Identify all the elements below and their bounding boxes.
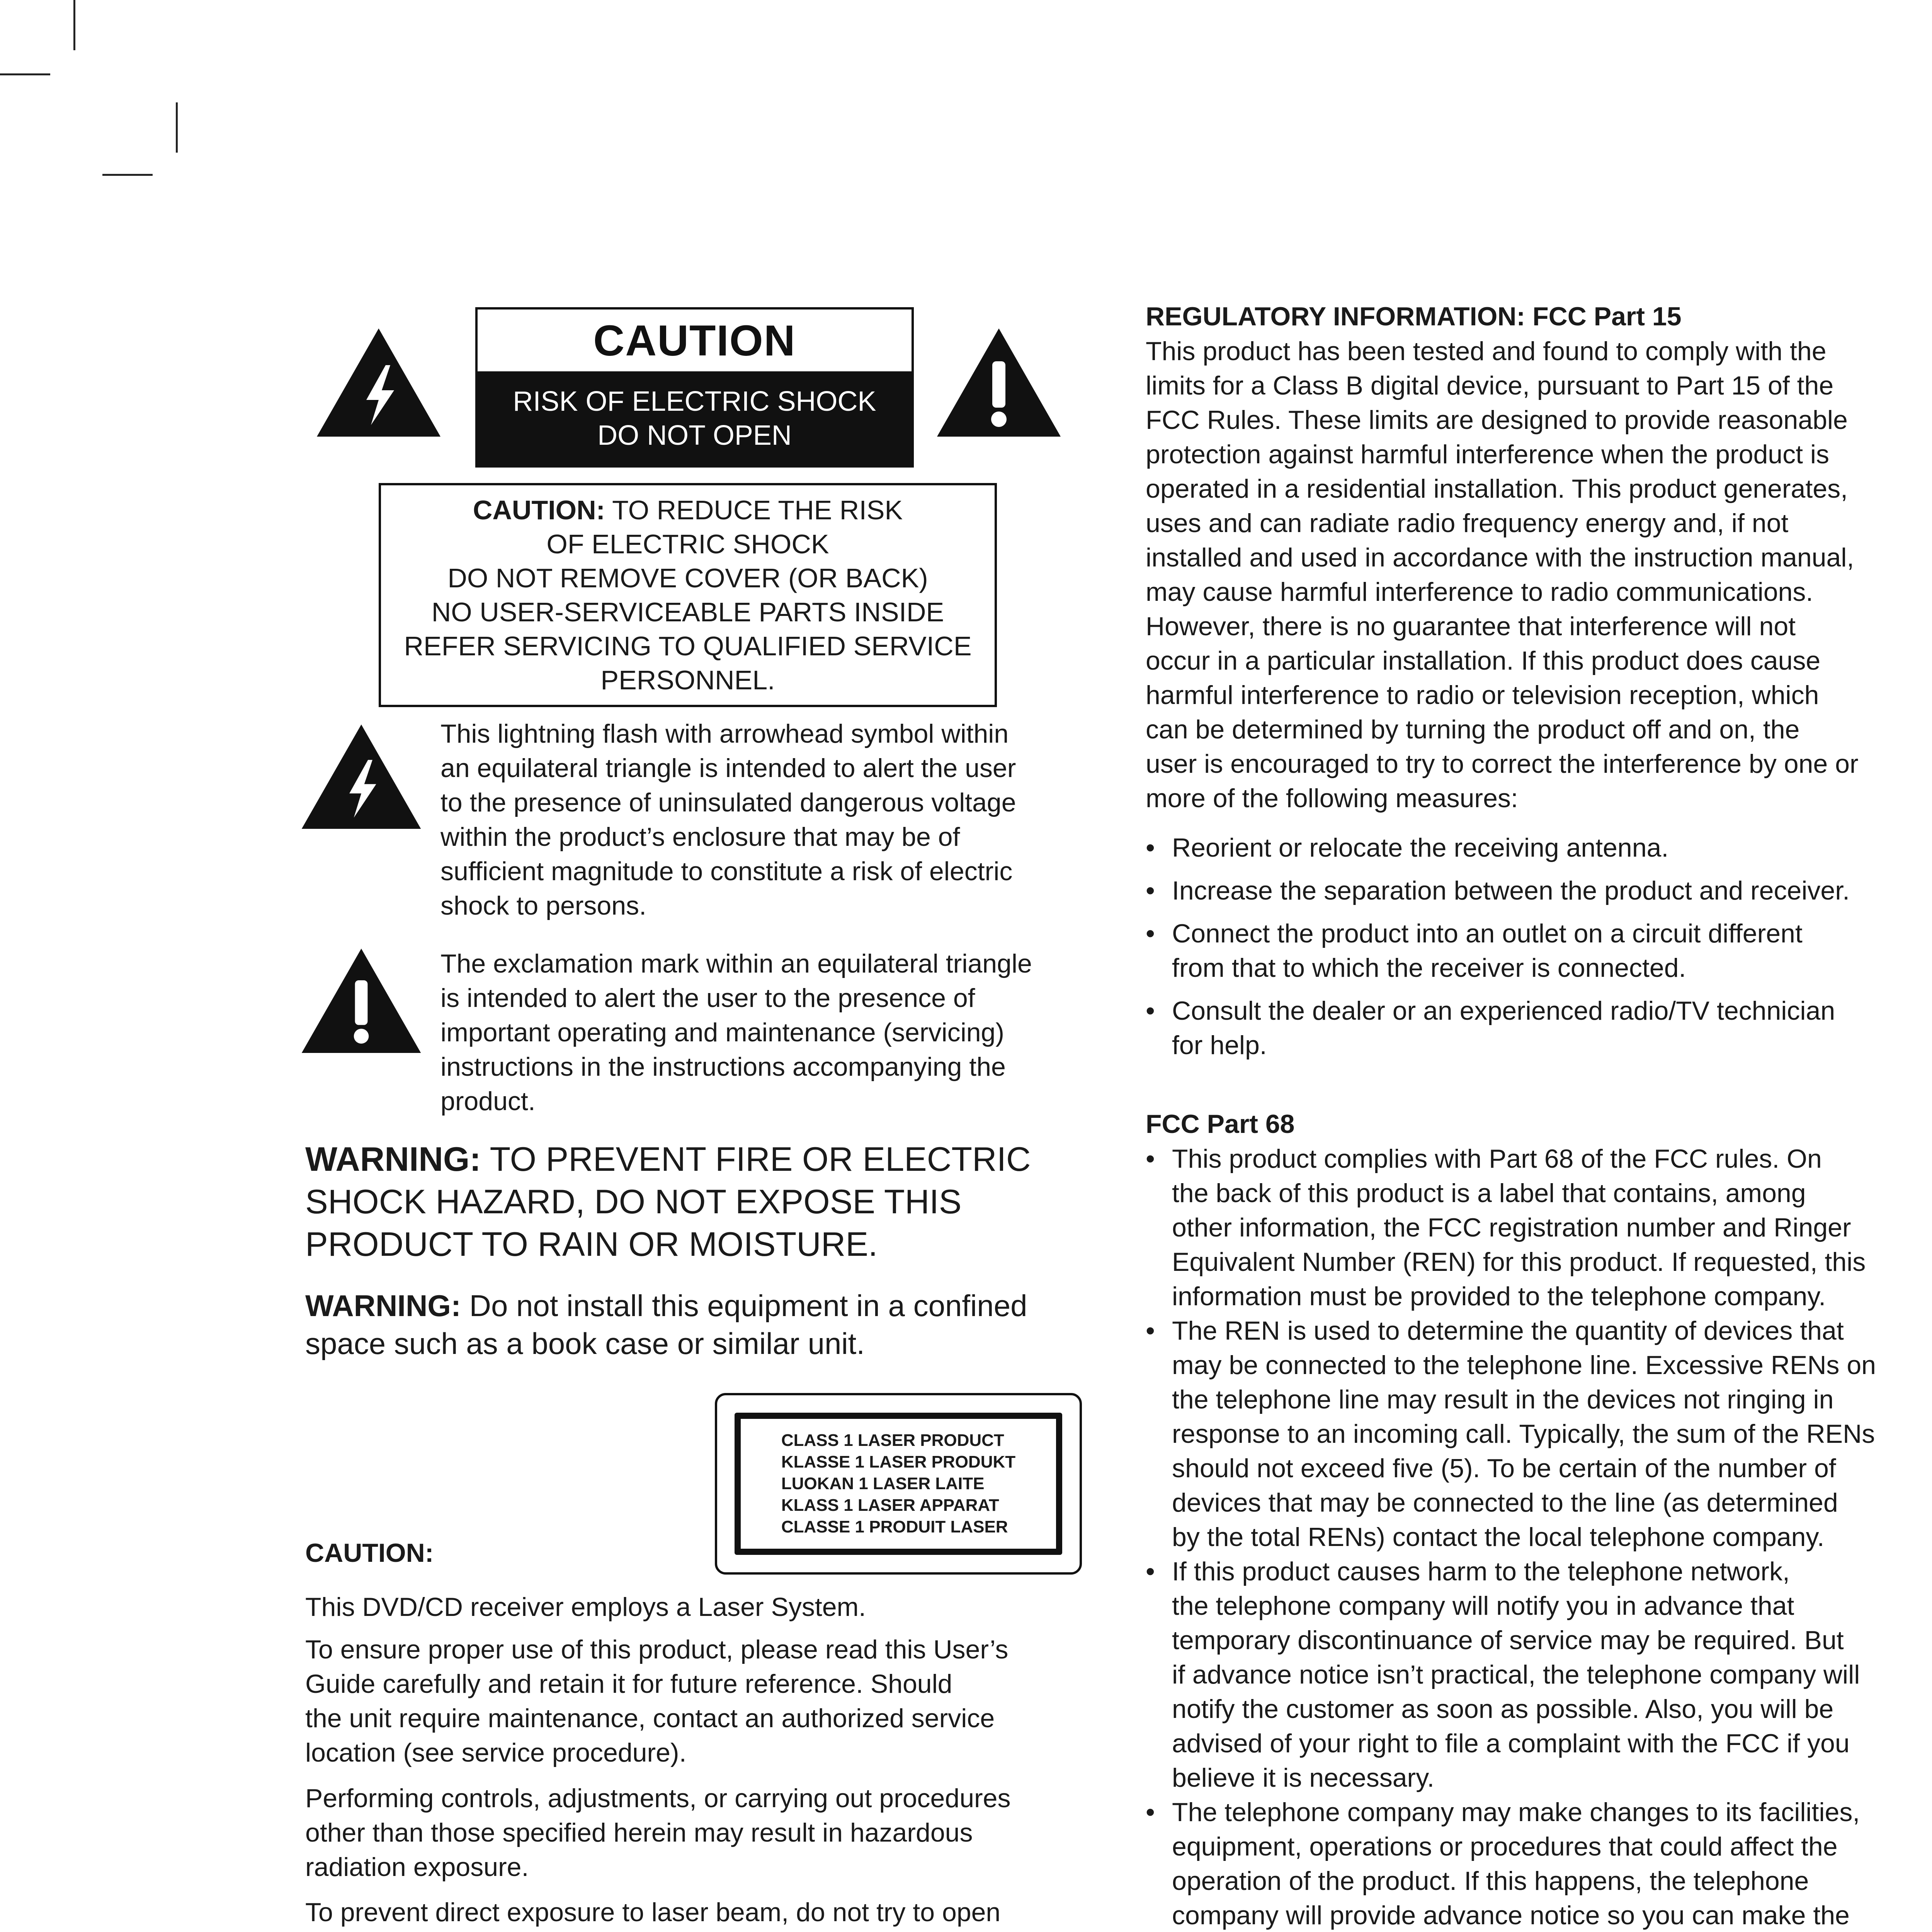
text-line: notify the customer as soon as possible. Also, you will be <box>1172 1694 1834 1724</box>
laser-line: KLASSE 1 LASER PRODUKT <box>781 1452 1016 1471</box>
regulatory-heading: REGULATORY INFORMATION: FCC Part 15 <box>1146 302 1682 331</box>
text-line: This DVD/CD receiver employs a Laser System. <box>305 1592 866 1622</box>
caution-box-line: REFER SERVICING TO QUALIFIED SERVICE <box>404 631 972 661</box>
caution-label-bold: CAUTION: <box>473 495 605 525</box>
text-line: operation of the product. If this happens, the telephone <box>1172 1866 1809 1896</box>
laser-product-label <box>715 1393 1082 1575</box>
text-line: This product has been tested and found to comply with the <box>1146 337 1827 366</box>
laser-beam-paragraph <box>305 1895 1117 1932</box>
list-item <box>1146 994 1932 1063</box>
text-line: within the product’s enclosure that may be of <box>440 822 960 852</box>
fcc-part68-list <box>1146 1142 1932 1932</box>
text-line: • Reorient or relocate the receiving antenna. <box>1172 833 1669 862</box>
list-item <box>1146 917 1932 985</box>
text-line: uses and can radiate radio frequency energy and, if not <box>1146 509 1789 538</box>
text-line: PRODUCT TO RAIN OR MOISTURE. <box>305 1225 878 1263</box>
caution-subtitle <box>478 371 912 465</box>
caution-box-line: DO NOT REMOVE COVER (OR BACK) <box>447 563 928 593</box>
text-line: company will provide advance notice so you can make the <box>1172 1901 1850 1930</box>
text-line: Performing controls, adjustments, or carrying out procedures <box>305 1784 1011 1813</box>
text-line: may cause harmful interference to radio communications. <box>1146 577 1813 607</box>
text-line: limits for a Class B digital device, pursuant to Part 15 of the <box>1146 371 1834 400</box>
laser-line: CLASSE 1 PRODUIT LASER <box>781 1517 1008 1536</box>
text-line: This lightning flash with arrowhead symbol within <box>440 719 1009 748</box>
text-line: is intended to alert the user to the presence of <box>440 983 975 1013</box>
laser-line: LUOKAN 1 LASER LAITE <box>781 1474 985 1493</box>
text-line: SHOCK HAZARD, DO NOT EXPOSE THIS <box>305 1182 962 1221</box>
text-line: equipment, operations or procedures that could affect the <box>1172 1832 1838 1861</box>
text-line: sufficient magnitude to constitute a risk of electric <box>440 857 1013 886</box>
text-line: Do not install this equipment in a confined <box>461 1289 1027 1323</box>
text-line: believe it is necessary. <box>1172 1763 1435 1793</box>
exclamation-warning-icon <box>937 328 1061 437</box>
text-line: Equivalent Number (REN) for this product. If requested, this <box>1172 1247 1866 1277</box>
text-line: temporary discontinuance of service may be required. But <box>1172 1626 1844 1655</box>
caution-title: CAUTION <box>593 316 796 365</box>
exclamation-symbol-description <box>440 947 1097 1119</box>
proper-use-paragraph <box>305 1633 1117 1770</box>
text-line: user is encouraged to try to correct the interference by one or <box>1146 749 1859 779</box>
caution-heading: CAUTION: <box>305 1538 434 1568</box>
list-item <box>1146 874 1932 908</box>
text-line <box>305 1930 1117 1932</box>
text-line: installed and used in accordance with the instruction manual, <box>1146 543 1854 572</box>
text-line: • If this product causes harm to the telephone network, <box>1172 1557 1790 1586</box>
text-line: an equilateral triangle is intended to alert the user <box>440 753 1016 783</box>
lightning-symbol-icon <box>301 724 421 829</box>
text-line: product. <box>440 1087 536 1116</box>
text-line: response to an incoming call. Typically, the sum of the RENs <box>1172 1419 1875 1449</box>
text-line: harmful interference to radio or television reception, which <box>1146 680 1819 710</box>
list-item <box>1146 1795 1932 1932</box>
text-line: other than those specified herein may result in hazardous <box>305 1818 973 1847</box>
text-line: instructions in the instructions accompanying the <box>440 1052 1006 1082</box>
text-line: for help. <box>1172 1031 1267 1060</box>
text-line: • Increase the separation between the product and receiver. <box>1172 876 1850 905</box>
caution-sub-line: RISK OF ELECTRIC SHOCK <box>513 386 876 417</box>
text-line: important operating and maintenance (servicing) <box>440 1018 1005 1047</box>
caution-label <box>475 307 914 468</box>
text-line: by the total RENs) contact the local telephone company. <box>1172 1522 1825 1552</box>
text-line: radiation exposure. <box>305 1852 529 1882</box>
text-line: to the presence of uninsulated dangerous voltage <box>440 788 1016 817</box>
text-line: • The telephone company may make changes to its facilities, <box>1172 1798 1860 1827</box>
laser-label-text <box>781 1430 1015 1538</box>
text-line: protection against harmful interference when the product is <box>1146 440 1829 469</box>
text-line: devices that may be connected to the line (as determined <box>1172 1488 1838 1517</box>
laser-label-frame <box>735 1413 1062 1555</box>
text-line: more of the following measures: <box>1146 784 1518 813</box>
lightning-warning-icon <box>317 328 440 437</box>
caution-box-line: TO REDUCE THE RISK <box>605 495 903 525</box>
text-line: location (see service procedure). <box>305 1738 687 1767</box>
text-line: FCC Rules. These limits are designed to provide reasonable <box>1146 405 1848 435</box>
text-line: • Consult the dealer or an experienced radio/TV technician <box>1172 996 1835 1026</box>
text-line: should not exceed five (5). To be certain of the number of <box>1172 1454 1836 1483</box>
list-item <box>1146 831 1932 865</box>
confined-space-warning <box>305 1287 1117 1362</box>
caution-box-line: NO USER-SERVICEABLE PARTS INSIDE <box>431 597 944 627</box>
warning-label: WARNING: <box>305 1140 481 1178</box>
list-item <box>1146 1142 1932 1314</box>
exclamation-symbol-icon <box>301 949 421 1053</box>
text-line: can be determined by turning the product off and on, the <box>1146 715 1800 744</box>
text-line: the telephone line may result in the devices not ringing in <box>1172 1385 1834 1414</box>
text-line: To prevent direct exposure to laser beam, do not try to open <box>305 1898 1001 1927</box>
text-line: advised of your right to file a complaint with the FCC if you <box>1172 1729 1850 1758</box>
text-line: may be connected to the telephone line. Excessive RENs on <box>1172 1350 1876 1380</box>
caution-reduce-risk-box <box>379 483 997 707</box>
caution-box-line: OF ELECTRIC SHOCK <box>546 529 829 559</box>
crop-mark <box>176 102 178 153</box>
text-line: information must be provided to the telephone company. <box>1172 1282 1826 1311</box>
crop-mark <box>102 174 153 176</box>
text-line: TO PREVENT FIRE OR ELECTRIC <box>481 1140 1031 1178</box>
laser-system-paragraph <box>305 1590 1117 1624</box>
fcc-part15-paragraph <box>1146 334 1932 816</box>
text-line: space such as a book case or similar unit. <box>305 1327 865 1361</box>
moisture-warning <box>305 1138 1117 1265</box>
text-line: other information, the FCC registration number and Ringer <box>1172 1213 1851 1242</box>
text-line: • Connect the product into an outlet on a circuit different <box>1172 919 1803 948</box>
text-line: The exclamation mark within an equilateral triangle <box>440 949 1032 978</box>
crop-mark <box>73 0 75 50</box>
text-line: shock to persons. <box>440 891 646 920</box>
text-line: operated in a residential installation. This product generates, <box>1146 474 1848 503</box>
caution-box-line: PERSONNEL. <box>600 665 775 695</box>
text-line: the unit require maintenance, contact an authorized service <box>305 1704 995 1733</box>
controls-paragraph <box>305 1781 1117 1884</box>
text-line: • The REN is used to determine the quantity of devices that <box>1172 1316 1844 1345</box>
warning-label: WARNING: <box>305 1289 461 1323</box>
text-line: • This product complies with Part 68 of the FCC rules. On <box>1172 1144 1822 1173</box>
lightning-symbol-description <box>440 717 1097 923</box>
list-item <box>1146 1554 1932 1795</box>
text-line: if advance notice isn’t practical, the telephone company will <box>1172 1660 1860 1689</box>
text-line: the telephone company will notify you in advance that <box>1172 1591 1794 1621</box>
text-line: from that to which the receiver is connected. <box>1172 953 1686 983</box>
caution-sub-line: DO NOT OPEN <box>597 420 792 451</box>
laser-line: CLASS 1 LASER PRODUCT <box>781 1431 1004 1450</box>
text-line: However, there is no guarantee that interference will not <box>1146 612 1796 641</box>
text-line: occur in a particular installation. If this product does cause <box>1146 646 1821 675</box>
text-line: the back of this product is a label that contains, among <box>1172 1179 1806 1208</box>
list-item <box>1146 1314 1932 1554</box>
fcc-part68-heading: FCC Part 68 <box>1146 1109 1295 1139</box>
text-line: To ensure proper use of this product, please read this User’s <box>305 1635 1009 1664</box>
interference-measures-list <box>1146 831 1932 1063</box>
crop-mark <box>0 73 50 75</box>
laser-line: KLASS 1 LASER APPARAT <box>781 1496 999 1515</box>
text-line: Guide carefully and retain it for future reference. Should <box>305 1669 952 1699</box>
